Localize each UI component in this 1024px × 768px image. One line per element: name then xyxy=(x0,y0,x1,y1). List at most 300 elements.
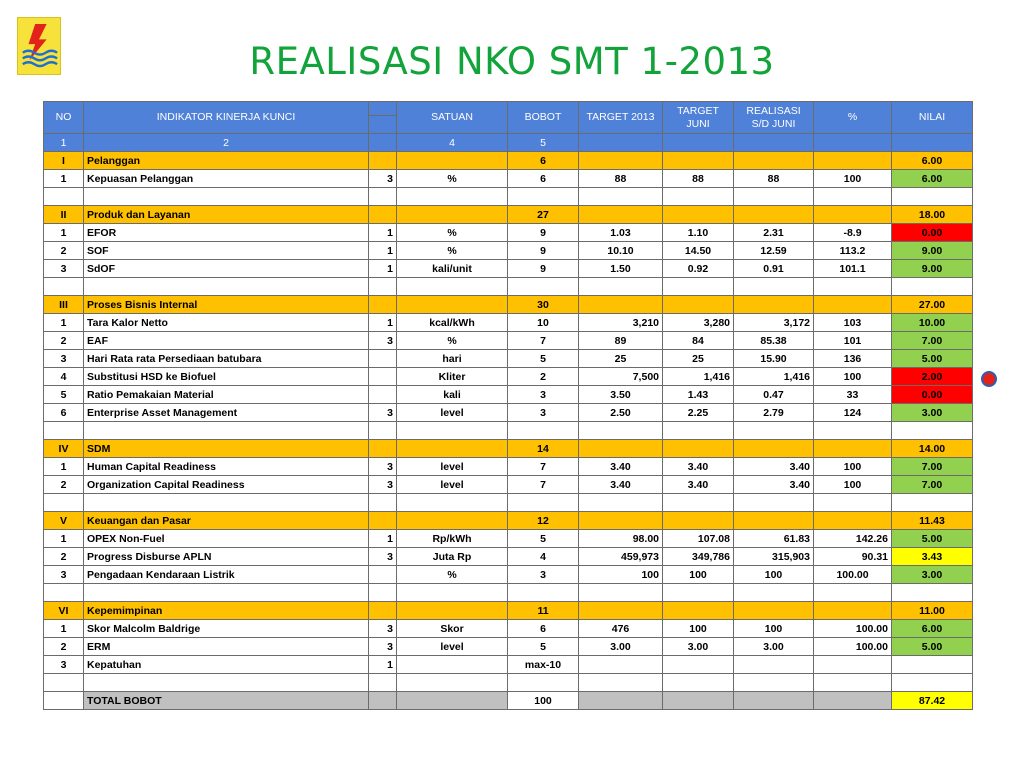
category-name: Produk dan Layanan xyxy=(84,206,369,224)
realisasi: 15.90 xyxy=(734,350,814,368)
colnum-1: 1 xyxy=(44,134,84,152)
target-2013 xyxy=(579,656,663,674)
nilai: 9.00 xyxy=(892,242,973,260)
table-row xyxy=(44,170,973,188)
cell xyxy=(663,152,734,170)
bobot: 5 xyxy=(508,350,579,368)
cell xyxy=(397,512,508,530)
table-row xyxy=(44,386,973,404)
satuan: level xyxy=(397,458,508,476)
blank-cell xyxy=(84,188,369,206)
nilai: 5.00 xyxy=(892,638,973,656)
row-code: 3 xyxy=(369,404,397,422)
satuan: % xyxy=(397,170,508,188)
target-2013: 100 xyxy=(579,566,663,584)
cell xyxy=(369,440,397,458)
row-code: 1 xyxy=(369,224,397,242)
bobot: 7 xyxy=(508,476,579,494)
blank-cell xyxy=(44,188,84,206)
table-row xyxy=(44,656,973,674)
cell xyxy=(814,440,892,458)
table-row xyxy=(44,242,973,260)
blank-cell xyxy=(814,278,892,296)
blank-cell xyxy=(397,674,508,692)
persen: 100 xyxy=(814,170,892,188)
blank-cell xyxy=(369,674,397,692)
header-target-juni: TARGET JUNI xyxy=(663,102,734,134)
target-juni xyxy=(663,656,734,674)
row-code: 3 xyxy=(369,332,397,350)
category-nilai: 18.00 xyxy=(892,206,973,224)
blank-cell xyxy=(814,494,892,512)
blank-row xyxy=(44,494,973,512)
table-row xyxy=(44,530,973,548)
cell xyxy=(397,602,508,620)
cell xyxy=(814,512,892,530)
cell xyxy=(814,152,892,170)
persen: 100 xyxy=(814,476,892,494)
target-juni: 100 xyxy=(663,566,734,584)
blank-cell xyxy=(44,674,84,692)
blank-cell xyxy=(579,422,663,440)
cell xyxy=(663,440,734,458)
category-row xyxy=(44,602,973,620)
cell xyxy=(814,296,892,314)
row-code xyxy=(369,350,397,368)
indikator-name: Organization Capital Readiness xyxy=(84,476,369,494)
target-juni: 107.08 xyxy=(663,530,734,548)
nilai: 7.00 xyxy=(892,476,973,494)
category-nilai: 11.43 xyxy=(892,512,973,530)
bobot: 6 xyxy=(508,170,579,188)
satuan: kali/unit xyxy=(397,260,508,278)
blank-cell xyxy=(579,494,663,512)
cell xyxy=(734,206,814,224)
cell xyxy=(734,440,814,458)
total-row xyxy=(44,692,973,710)
indikator-name: EFOR xyxy=(84,224,369,242)
table-row xyxy=(44,260,973,278)
blank-cell xyxy=(579,278,663,296)
blank-cell xyxy=(579,584,663,602)
blank-row xyxy=(44,188,973,206)
blank-cell xyxy=(397,494,508,512)
table-row xyxy=(44,638,973,656)
target-juni: 14.50 xyxy=(663,242,734,260)
blank-cell xyxy=(814,188,892,206)
colnum-2: 2 xyxy=(84,134,369,152)
blank-cell xyxy=(369,278,397,296)
target-juni: 100 xyxy=(663,620,734,638)
blank-cell xyxy=(84,422,369,440)
cell xyxy=(369,602,397,620)
indikator-name: Pengadaan Kendaraan Listrik xyxy=(84,566,369,584)
satuan xyxy=(397,656,508,674)
nilai: 5.00 xyxy=(892,350,973,368)
blank-cell xyxy=(663,188,734,206)
nilai: 6.00 xyxy=(892,620,973,638)
target-2013: 3.40 xyxy=(579,476,663,494)
realisasi: 0.47 xyxy=(734,386,814,404)
header-code-top xyxy=(369,102,397,116)
blank-cell xyxy=(892,422,973,440)
table-row xyxy=(44,404,973,422)
category-name: Proses Bisnis Internal xyxy=(84,296,369,314)
nilai: 0.00 xyxy=(892,224,973,242)
indikator-name: Progress Disburse APLN xyxy=(84,548,369,566)
target-juni: 3.40 xyxy=(663,458,734,476)
bobot: 7 xyxy=(508,332,579,350)
target-juni: 1,416 xyxy=(663,368,734,386)
category-bobot: 27 xyxy=(508,206,579,224)
row-no: 2 xyxy=(44,638,84,656)
target-juni: 88 xyxy=(663,170,734,188)
cell xyxy=(734,512,814,530)
cell xyxy=(369,512,397,530)
blank-cell xyxy=(892,278,973,296)
blank-cell xyxy=(44,584,84,602)
blank-cell xyxy=(892,188,973,206)
persen: 142.26 xyxy=(814,530,892,548)
table-row xyxy=(44,314,973,332)
persen: 100 xyxy=(814,368,892,386)
table-row xyxy=(44,458,973,476)
bobot: 4 xyxy=(508,548,579,566)
indikator-name: Hari Rata rata Persediaan batubara xyxy=(84,350,369,368)
header-row xyxy=(44,102,973,116)
cell xyxy=(814,206,892,224)
satuan: % xyxy=(397,224,508,242)
blank-cell xyxy=(892,584,973,602)
indikator-name: OPEX Non-Fuel xyxy=(84,530,369,548)
target-2013: 476 xyxy=(579,620,663,638)
cell xyxy=(734,152,814,170)
row-code xyxy=(369,566,397,584)
persen: -8.9 xyxy=(814,224,892,242)
header-nilai: NILAI xyxy=(892,102,973,134)
header-no: NO xyxy=(44,102,84,134)
nilai: 6.00 xyxy=(892,170,973,188)
blank-cell xyxy=(892,674,973,692)
table-row xyxy=(44,548,973,566)
target-2013: 3.40 xyxy=(579,458,663,476)
indikator-name: ERM xyxy=(84,638,369,656)
satuan: % xyxy=(397,332,508,350)
target-juni: 0.92 xyxy=(663,260,734,278)
nilai: 9.00 xyxy=(892,260,973,278)
category-row xyxy=(44,512,973,530)
cell xyxy=(397,296,508,314)
blank-cell xyxy=(397,188,508,206)
target-2013: 1.50 xyxy=(579,260,663,278)
blank-cell xyxy=(734,278,814,296)
cell xyxy=(579,602,663,620)
target-2013: 89 xyxy=(579,332,663,350)
total-nilai: 87.42 xyxy=(892,692,973,710)
blank-cell xyxy=(84,674,369,692)
cell xyxy=(579,512,663,530)
blank-cell xyxy=(508,422,579,440)
persen xyxy=(814,656,892,674)
row-code: 3 xyxy=(369,458,397,476)
indikator-name: Kepuasan Pelanggan xyxy=(84,170,369,188)
satuan: level xyxy=(397,404,508,422)
nilai xyxy=(892,656,973,674)
realisasi: 100 xyxy=(734,620,814,638)
realisasi xyxy=(734,656,814,674)
realisasi: 88 xyxy=(734,170,814,188)
satuan: level xyxy=(397,638,508,656)
blank-cell xyxy=(508,188,579,206)
blank-cell xyxy=(397,422,508,440)
bobot: 3 xyxy=(508,566,579,584)
category-no: IV xyxy=(44,440,84,458)
indikator-name: Enterprise Asset Management xyxy=(84,404,369,422)
blank-cell xyxy=(734,584,814,602)
row-no: 2 xyxy=(44,476,84,494)
row-code: 1 xyxy=(369,314,397,332)
header-indikator: INDIKATOR KINERJA KUNCI xyxy=(84,102,369,134)
target-juni: 349,786 xyxy=(663,548,734,566)
indikator-name: Skor Malcolm Baldrige xyxy=(84,620,369,638)
header-target-2013: TARGET 2013 xyxy=(579,102,663,134)
header-realisasi: REALISASI S/D JUNI xyxy=(734,102,814,134)
category-name: Kepemimpinan xyxy=(84,602,369,620)
satuan: % xyxy=(397,566,508,584)
row-no: 3 xyxy=(44,656,84,674)
row-code xyxy=(369,386,397,404)
blank-cell xyxy=(508,674,579,692)
target-juni: 1.43 xyxy=(663,386,734,404)
target-2013: 1.03 xyxy=(579,224,663,242)
bobot: 9 xyxy=(508,242,579,260)
persen: 90.31 xyxy=(814,548,892,566)
blank-cell xyxy=(369,422,397,440)
blank-cell xyxy=(663,584,734,602)
blank-cell xyxy=(814,422,892,440)
table-row xyxy=(44,350,973,368)
nilai: 3.43 xyxy=(892,548,973,566)
header-bobot: BOBOT xyxy=(508,102,579,134)
category-nilai: 6.00 xyxy=(892,152,973,170)
cell xyxy=(579,152,663,170)
indikator-name: Human Capital Readiness xyxy=(84,458,369,476)
indikator-name: SOF xyxy=(84,242,369,260)
blank-cell xyxy=(44,494,84,512)
realisasi: 2.79 xyxy=(734,404,814,422)
satuan: Juta Rp xyxy=(397,548,508,566)
persen: 113.2 xyxy=(814,242,892,260)
category-row xyxy=(44,296,973,314)
realisasi: 2.31 xyxy=(734,224,814,242)
blank-row xyxy=(44,674,973,692)
blank-cell xyxy=(579,674,663,692)
indikator-name: SdOF xyxy=(84,260,369,278)
row-no: 1 xyxy=(44,530,84,548)
nilai: 0.00 xyxy=(892,386,973,404)
row-code: 1 xyxy=(369,530,397,548)
header-satuan: SATUAN xyxy=(397,102,508,134)
bobot: 5 xyxy=(508,638,579,656)
blank-row xyxy=(44,422,973,440)
blank-cell xyxy=(44,278,84,296)
row-code: 3 xyxy=(369,620,397,638)
row-no: 1 xyxy=(44,170,84,188)
cell xyxy=(397,440,508,458)
row-no: 2 xyxy=(44,242,84,260)
category-row xyxy=(44,152,973,170)
blank-cell xyxy=(508,278,579,296)
nko-table xyxy=(43,101,973,710)
realisasi: 1,416 xyxy=(734,368,814,386)
table-row xyxy=(44,566,973,584)
nilai: 7.00 xyxy=(892,332,973,350)
row-no: 2 xyxy=(44,548,84,566)
row-code: 3 xyxy=(369,170,397,188)
blank-cell xyxy=(369,494,397,512)
nilai: 3.00 xyxy=(892,566,973,584)
realisasi: 0.91 xyxy=(734,260,814,278)
bobot: 9 xyxy=(508,224,579,242)
nilai: 10.00 xyxy=(892,314,973,332)
category-no: VI xyxy=(44,602,84,620)
persen: 124 xyxy=(814,404,892,422)
target-juni: 2.25 xyxy=(663,404,734,422)
table-row xyxy=(44,368,973,386)
blank-row xyxy=(44,584,973,602)
blank-cell xyxy=(508,494,579,512)
persen: 100 xyxy=(814,458,892,476)
indikator-name: Tara Kalor Netto xyxy=(84,314,369,332)
blank-cell xyxy=(84,278,369,296)
cell xyxy=(397,152,508,170)
target-juni: 3.00 xyxy=(663,638,734,656)
row-no: 3 xyxy=(44,260,84,278)
cell xyxy=(369,296,397,314)
satuan: Skor xyxy=(397,620,508,638)
total-label: TOTAL BOBOT xyxy=(84,692,369,710)
nilai: 2.00 xyxy=(892,368,973,386)
category-name: Keuangan dan Pasar xyxy=(84,512,369,530)
row-no: 3 xyxy=(44,350,84,368)
category-name: SDM xyxy=(84,440,369,458)
satuan: Rp/kWh xyxy=(397,530,508,548)
row-no: 1 xyxy=(44,314,84,332)
blank-cell xyxy=(84,584,369,602)
nilai: 5.00 xyxy=(892,530,973,548)
header-persen: % xyxy=(814,102,892,134)
cell xyxy=(814,602,892,620)
target-2013: 3,210 xyxy=(579,314,663,332)
category-nilai: 14.00 xyxy=(892,440,973,458)
table-row xyxy=(44,224,973,242)
cell xyxy=(734,296,814,314)
target-2013: 98.00 xyxy=(579,530,663,548)
bobot: max-10 xyxy=(508,656,579,674)
target-juni: 84 xyxy=(663,332,734,350)
cell xyxy=(579,440,663,458)
blank-cell xyxy=(44,422,84,440)
satuan: level xyxy=(397,476,508,494)
cell xyxy=(579,296,663,314)
row-code: 1 xyxy=(369,656,397,674)
target-juni: 3.40 xyxy=(663,476,734,494)
category-bobot: 30 xyxy=(508,296,579,314)
cell xyxy=(369,152,397,170)
table-row xyxy=(44,476,973,494)
blank-cell xyxy=(814,674,892,692)
persen: 33 xyxy=(814,386,892,404)
blank-cell xyxy=(369,584,397,602)
cell xyxy=(663,512,734,530)
cell xyxy=(663,296,734,314)
target-2013: 25 xyxy=(579,350,663,368)
row-no: 2 xyxy=(44,332,84,350)
blank-cell xyxy=(892,494,973,512)
realisasi: 85.38 xyxy=(734,332,814,350)
category-bobot: 11 xyxy=(508,602,579,620)
table-row xyxy=(44,332,973,350)
nilai: 7.00 xyxy=(892,458,973,476)
blank-cell xyxy=(734,674,814,692)
blank-cell xyxy=(663,422,734,440)
category-no: V xyxy=(44,512,84,530)
satuan: Kliter xyxy=(397,368,508,386)
colnum-5: 5 xyxy=(508,134,579,152)
target-2013: 3.50 xyxy=(579,386,663,404)
blank-cell xyxy=(663,278,734,296)
realisasi: 3.00 xyxy=(734,638,814,656)
blank-cell xyxy=(508,584,579,602)
colnum-4: 4 xyxy=(397,134,508,152)
target-2013: 459,973 xyxy=(579,548,663,566)
row-no: 6 xyxy=(44,404,84,422)
bobot: 5 xyxy=(508,530,579,548)
target-2013: 10.10 xyxy=(579,242,663,260)
indikator-name: Ratio Pemakaian Material xyxy=(84,386,369,404)
blank-cell xyxy=(734,422,814,440)
cell xyxy=(734,602,814,620)
bobot: 3 xyxy=(508,404,579,422)
category-row xyxy=(44,440,973,458)
realisasi: 3.40 xyxy=(734,476,814,494)
blank-cell xyxy=(734,188,814,206)
cell xyxy=(397,206,508,224)
row-code: 1 xyxy=(369,242,397,260)
satuan: hari xyxy=(397,350,508,368)
row-no: 1 xyxy=(44,458,84,476)
realisasi: 12.59 xyxy=(734,242,814,260)
category-bobot: 14 xyxy=(508,440,579,458)
indikator-name: Kepatuhan xyxy=(84,656,369,674)
persen: 136 xyxy=(814,350,892,368)
page-title: REALISASI NKO SMT 1-2013 xyxy=(249,40,775,83)
cell xyxy=(663,206,734,224)
target-juni: 3,280 xyxy=(663,314,734,332)
bobot: 9 xyxy=(508,260,579,278)
target-2013: 7,500 xyxy=(579,368,663,386)
blank-cell xyxy=(579,188,663,206)
table-row xyxy=(44,620,973,638)
category-nilai: 11.00 xyxy=(892,602,973,620)
persen: 103 xyxy=(814,314,892,332)
target-2013: 2.50 xyxy=(579,404,663,422)
persen: 101.1 xyxy=(814,260,892,278)
realisasi: 100 xyxy=(734,566,814,584)
realisasi: 61.83 xyxy=(734,530,814,548)
row-code: 3 xyxy=(369,548,397,566)
blank-cell xyxy=(369,188,397,206)
